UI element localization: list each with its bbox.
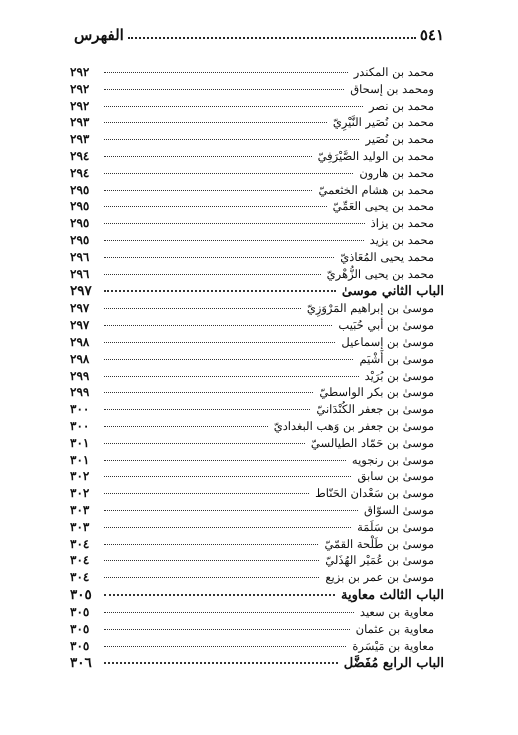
entry-name: محمد بن الوليد الصَّيْرَفِيّ: [317, 148, 434, 163]
chapter-heading-row: [70, 654, 444, 672]
entry-name: معاوية بن سعيد: [359, 604, 434, 619]
entry-name: موسىٰ بن جعفر الكُنْدَانيّ: [316, 402, 434, 417]
page-number: ٢٩٥: [70, 216, 90, 231]
index-entry-row: [70, 98, 444, 115]
chapter-heading-row: [70, 282, 444, 300]
entry-name: ومحمد بن إسحاق: [350, 81, 434, 96]
page-number: ٢٩٣: [70, 132, 90, 147]
page-number: ٣٠٢: [70, 469, 90, 484]
leader-dots: [104, 72, 348, 73]
page-number: ٢٩٣: [70, 115, 90, 130]
leader-dots: [104, 156, 312, 157]
page-number: ٣٠٠: [70, 402, 90, 417]
entry-name: موسىٰ بن إسماعيل: [341, 334, 434, 349]
index-entry-row: [70, 148, 444, 165]
header-title: الفهرس: [74, 26, 124, 44]
entry-name: محمد بن هارون: [359, 165, 434, 180]
page-number: ٢٩٤: [70, 148, 90, 163]
entry-name: محمد بن هشام الخثعميّ: [318, 182, 434, 197]
page-header: [70, 24, 444, 46]
page-number: ٢٩٩: [70, 368, 90, 383]
entry-name: محمد بن نصر: [368, 98, 434, 113]
leader-dots: [104, 510, 358, 511]
leader-dots: [104, 646, 346, 647]
leader-dots: [104, 308, 301, 309]
page-number: ٢٩٨: [70, 351, 90, 366]
leader-dots: [104, 89, 344, 90]
index-entry-row: [70, 215, 444, 232]
entry-name: معاوية بن مَيْسَرة: [352, 638, 434, 653]
index-list: [70, 64, 444, 672]
index-entry-row: [70, 300, 444, 317]
index-entry-row: [70, 384, 444, 401]
index-entry-row: [70, 502, 444, 519]
page-number: ٣٠٤: [70, 536, 90, 551]
leader-dots: [104, 376, 359, 377]
entry-name: موسىٰ بن سَعْدان الحَنّاط: [315, 486, 434, 501]
index-entry-row: [70, 165, 444, 182]
page-number: ٢٩٨: [70, 334, 90, 349]
entry-name: موسىٰ السوّاق: [364, 502, 434, 517]
leader-dots: [104, 544, 318, 545]
leader-dots: [104, 359, 353, 360]
leader-dots: [104, 122, 327, 123]
leader-dots: [104, 577, 319, 578]
page-number: ٣٠٠: [70, 418, 90, 433]
entry-name: موسىٰ بن رنجويه: [351, 452, 434, 467]
leader-dots: [104, 493, 309, 494]
index-entry-row: [70, 368, 444, 385]
leader-dots: [104, 206, 327, 207]
leader-dots: [104, 223, 365, 224]
index-entry-row: [70, 569, 444, 586]
index-entry-row: [70, 468, 444, 485]
leader-dots: [104, 662, 338, 664]
leader-dots: [104, 342, 335, 343]
page-number: ٣٠١: [70, 452, 90, 467]
leader-dots: [104, 173, 353, 174]
leader-dots: [104, 612, 354, 613]
entry-name: محمد بن يحيى العَمِّيّ: [332, 199, 434, 214]
page-number: ٣٠٣: [70, 502, 90, 517]
leader-dots: [104, 240, 364, 241]
page-number: ٣٠٥: [70, 621, 90, 636]
chapter-heading-row: [70, 586, 444, 604]
leader-dots: [104, 139, 359, 140]
index-entry-row: [70, 452, 444, 469]
index-entry-row: [70, 334, 444, 351]
page-number: ٣٠٣: [70, 519, 90, 534]
page-number: ٣٠١: [70, 435, 90, 450]
entry-name: محمد بن المكندر: [353, 65, 434, 79]
leader-dots: [104, 527, 351, 528]
page-number: ٣٠٢: [70, 486, 90, 501]
index-entry-row: [70, 435, 444, 452]
entry-name: موسىٰ بن عُمَيْر الهُذَليّ: [325, 553, 434, 568]
page-number: ٢٩٢: [70, 98, 90, 113]
index-entry-row: [70, 131, 444, 148]
chapter-title: الباب الثالث معاوية: [341, 587, 444, 603]
index-entry-row: [70, 418, 444, 435]
index-entry-row: [70, 81, 444, 98]
leader-dots: [104, 409, 310, 410]
index-entry-row: [70, 401, 444, 418]
entry-name: موسىٰ بن بكر الواسطيّ: [319, 385, 434, 400]
leader-dots: [104, 443, 305, 444]
entry-name: موسىٰ بن سَلَمَة: [357, 519, 434, 534]
index-entry-row: [70, 552, 444, 569]
page-number: ٣٠٥: [70, 638, 90, 653]
page-number: ٣٠٥: [70, 586, 92, 603]
index-entry-row: [70, 604, 444, 621]
index-entry-row: [70, 198, 444, 215]
leader-dots: [104, 257, 334, 258]
page-number: ٢٩٧: [70, 301, 90, 316]
page-number: ٢٩٦: [70, 266, 90, 281]
leader-dots: [104, 190, 312, 191]
leader-dots: [104, 460, 346, 461]
leader-dots: [104, 274, 321, 275]
entry-name: موسىٰ بن أبي حُبَيب: [338, 318, 434, 333]
leader-dots: [104, 106, 363, 107]
page-number: ٢٩٢: [70, 81, 90, 96]
index-entry-row: [70, 351, 444, 368]
index-entry-row: [70, 266, 444, 283]
page-number: ٢٩٥: [70, 182, 90, 197]
page-number: ٢٩٥: [70, 232, 90, 247]
chapter-title: الباب الرابع مُفَضَّل: [343, 656, 444, 672]
entry-name: محمد بن نُصَير: [365, 132, 434, 147]
leader-dots: [104, 426, 268, 427]
page-number: ٢٩٧: [70, 283, 92, 300]
entry-name: موسىٰ بن طَلْحة القمّيّ: [324, 536, 434, 551]
entry-name: محمد يحيى المُعَاذيّ: [340, 249, 434, 264]
page-number: ٣٠٤: [70, 570, 90, 585]
index-entry-row: [70, 485, 444, 502]
leader-dots: [104, 560, 319, 561]
page-number: ٢٩٢: [70, 65, 90, 79]
page-number: ٢٩٦: [70, 249, 90, 264]
leader-dots: [104, 392, 313, 393]
leader-dots: [104, 594, 335, 596]
page-number: ٢٩٩: [70, 385, 90, 400]
page-number: ٢٩٧: [70, 318, 90, 333]
index-entry-row: [70, 519, 444, 536]
index-entry-row: [70, 638, 444, 655]
page-number: ٣٠٦: [70, 655, 92, 672]
index-entry-row: [70, 114, 444, 131]
page-number: ٣٠٤: [70, 553, 90, 568]
leader-dots: [104, 476, 351, 477]
entry-name: موسىٰ بن جعفر بن وَهب البغداديّ: [273, 418, 434, 433]
entry-name: محمد بن يزاذ: [370, 216, 434, 231]
entry-name: موسىٰ بن سابق: [357, 469, 434, 484]
leader-dots: [104, 325, 332, 326]
page-number: ٢٩٤: [70, 165, 90, 180]
chapter-title: الباب الثاني موسىٰ: [341, 284, 444, 300]
entry-name: موسىٰ بن أَشْيَم: [359, 351, 434, 366]
entry-name: موسىٰ بن إبراهيم المَرْوَزِيّ: [306, 301, 434, 316]
entry-name: محمد بن يحيى الزُّهْريّ: [326, 266, 434, 281]
index-entry-row: [70, 536, 444, 553]
index-entry-row: [70, 64, 444, 81]
index-entry-row: [70, 317, 444, 334]
entry-name: محمد بن يزيد: [369, 232, 434, 247]
index-entry-row: [70, 182, 444, 199]
page-number: ٢٩٥: [70, 199, 90, 214]
index-entry-row: [70, 232, 444, 249]
header-page-number: ٥٤١: [419, 26, 444, 44]
leader-dots: [104, 629, 350, 630]
entry-name: موسىٰ بن بُرَيْد: [364, 368, 434, 383]
index-entry-row: [70, 249, 444, 266]
index-entry-row: [70, 621, 444, 638]
page-number: ٣٠٥: [70, 604, 90, 619]
header-leader-dots: [128, 37, 416, 39]
entry-name: معاوية بن عثمان: [355, 621, 434, 636]
entry-name: موسىٰ بن عمر بن بزيع: [325, 570, 434, 585]
leader-dots: [104, 290, 336, 292]
entry-name: موسىٰ بن حَمّاد الطيالسيّ: [310, 435, 434, 450]
entry-name: محمد بن نُصَير النَّيْرِيّ: [332, 115, 434, 130]
